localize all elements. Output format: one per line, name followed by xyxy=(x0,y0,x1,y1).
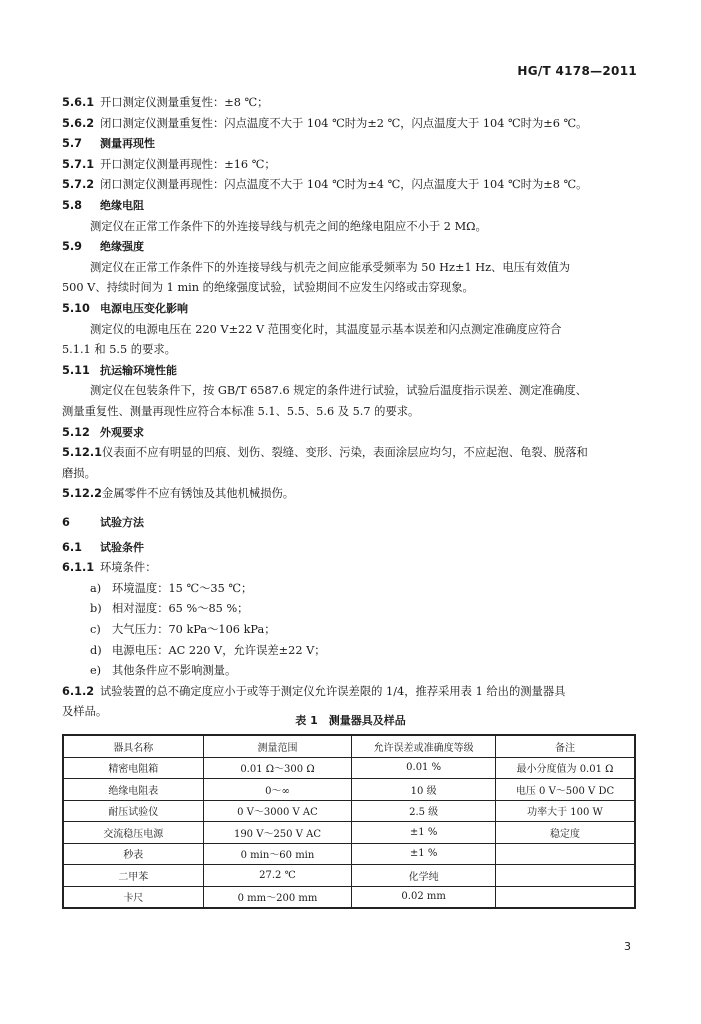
clause-number: 5.7.2 xyxy=(62,178,95,192)
clause-number: 6.1 xyxy=(62,540,83,554)
table-cell: 10 级 xyxy=(352,779,496,801)
heading-text: 抗运输环境性能 xyxy=(100,363,177,377)
table-cell: 交流稳压电源 xyxy=(63,822,203,844)
measurement-instruments-table xyxy=(62,734,636,909)
line-text: 开口测定仪测量重复性：±8 ℃； xyxy=(100,96,269,109)
section-heading xyxy=(62,133,642,155)
line-text: 大气压力：70 kPa～106 kPa； xyxy=(112,623,276,636)
paragraph-line xyxy=(62,463,642,485)
section-heading xyxy=(62,298,642,320)
paragraph-line xyxy=(90,598,670,620)
paragraph-line xyxy=(62,154,642,176)
table-cell: 0～∞ xyxy=(203,779,352,801)
table-row xyxy=(63,779,635,801)
table-cell: 最小分度值为 0.01 Ω xyxy=(495,757,635,779)
paragraph-line xyxy=(62,339,642,361)
line-text: 测定仪的电源电压在 220 V±22 V 范围变化时，其温度显示基本误差和闪点测定准确度应符合 xyxy=(90,322,562,336)
clause-number: 5.6.1 xyxy=(62,96,95,109)
table-caption: 表 1 测量器具及样品 xyxy=(295,714,406,727)
line-text: 测定仪在正常工作条件下的外连接导线与机壳之间应能承受频率为 50 Hz±1 Hz、电压有效值为 xyxy=(90,260,571,274)
table-cell: 二甲苯 xyxy=(63,865,203,887)
page-number: 3 xyxy=(624,940,631,953)
paragraph-line xyxy=(62,557,642,579)
paragraph-line xyxy=(90,640,670,662)
table-row xyxy=(63,822,635,844)
heading-text: 电源电压变化影响 xyxy=(100,302,188,315)
section-heading xyxy=(62,537,642,559)
table-cell: 0 min～60 min xyxy=(203,843,352,865)
table-row xyxy=(63,843,635,865)
table-cell: 0.02 mm xyxy=(352,886,496,908)
heading-text: 外观要求 xyxy=(100,425,144,439)
table-cell: ±1 % xyxy=(352,843,496,865)
line-text: 金属零件不应有锈蚀及其他机械损伤。 xyxy=(102,487,295,501)
line-text: 仪表面不应有明显的凹痕、划伤、裂缝、变形、污染，表面涂层应均匀，不应起泡、龟裂、脱落和 xyxy=(102,446,588,460)
clause-number: 5.9 xyxy=(62,240,83,254)
line-text: 试验装置的总不确定度应小于或等于测定仪允许误差限的 1/4，推荐采用表 1 给出的测量器具 xyxy=(100,684,566,698)
table-cell: 0.01 % xyxy=(352,757,496,779)
paragraph-line xyxy=(62,442,642,464)
column-header: 允许误差或准确度等级 xyxy=(352,735,496,757)
line-text: 测定仪在包装条件下，按 GB/T 6587.6 规定的条件进行试验，试验后温度指示误差、测定准确度、 xyxy=(90,384,587,398)
column-header: 测量范围 xyxy=(203,735,352,757)
paragraph-line xyxy=(62,277,642,299)
section-heading xyxy=(62,512,642,534)
line-text: 电源电压：AC 220 V，允许误差±22 V； xyxy=(112,643,326,657)
clause-number: c) xyxy=(90,623,101,636)
column-header: 备注 xyxy=(495,735,635,757)
table-cell: 稳定度 xyxy=(495,822,635,844)
line-text: 5.1.1 和 5.5 的要求。 xyxy=(62,343,176,357)
clause-number: 6 xyxy=(62,516,70,529)
table-cell: 0 V～3000 V AC xyxy=(203,800,352,822)
table-cell: 0 mm～200 mm xyxy=(203,886,352,908)
table-cell: ±1 % xyxy=(352,822,496,844)
clause-number: d) xyxy=(90,643,102,657)
table-cell: 功率大于 100 W xyxy=(495,800,635,822)
table-cell: 化学纯 xyxy=(352,865,496,887)
paragraph-line xyxy=(62,483,642,505)
table-cell xyxy=(495,865,635,887)
clause-number: 5.12.2 xyxy=(62,487,103,501)
heading-text: 试验方法 xyxy=(100,516,144,529)
table-cell: 27.2 ℃ xyxy=(203,865,352,887)
clause-number: 6.1.1 xyxy=(62,561,95,575)
table-cell: 190 V～250 V AC xyxy=(203,822,352,844)
paragraph-line xyxy=(62,174,642,196)
table-row xyxy=(63,886,635,908)
table-cell: 2.5 级 xyxy=(352,800,496,822)
table-cell: 耐压试验仪 xyxy=(63,800,203,822)
paragraph-line xyxy=(62,113,642,135)
line-text: 相对湿度：65 %～85 %； xyxy=(112,602,249,616)
paragraph-line xyxy=(62,681,642,703)
table-row xyxy=(63,757,635,779)
line-text: 500 V、持续时间为 1 min 的绝缘强度试验，试验期间不应发生闪络或击穿现象。 xyxy=(62,281,474,295)
clause-number: b) xyxy=(90,602,102,616)
heading-text: 绝缘强度 xyxy=(100,240,144,254)
heading-text: 试验条件 xyxy=(100,540,144,554)
table-row xyxy=(63,800,635,822)
clause-number: e) xyxy=(90,664,102,678)
column-header: 器具名称 xyxy=(63,735,203,757)
clause-number: 5.6.2 xyxy=(62,116,95,130)
table-cell xyxy=(495,843,635,865)
paragraph-line xyxy=(90,619,670,641)
paragraph-line xyxy=(62,401,642,423)
clause-number: 5.11 xyxy=(62,363,90,377)
heading-text: 测量再现性 xyxy=(100,137,155,151)
table-cell: 0.01 Ω～300 Ω xyxy=(203,757,352,779)
table-cell: 绝缘电阻表 xyxy=(63,779,203,801)
section-heading xyxy=(62,236,642,258)
line-text: 闭口测定仪测量再现性：闪点温度不大于 104 ℃时为±4 ℃，闪点温度大于 104 ℃时为±8 ℃。 xyxy=(100,178,588,192)
line-text: 测定仪在正常工作条件下的外连接导线与机壳之间的绝缘电阻应不小于 2 MΩ。 xyxy=(90,219,487,233)
clause-number: 5.12.1 xyxy=(62,446,103,460)
paragraph-line xyxy=(90,257,642,279)
clause-number: a) xyxy=(90,581,102,595)
table-cell: 秒表 xyxy=(63,843,203,865)
paragraph-line xyxy=(90,380,642,402)
table-cell xyxy=(495,886,635,908)
paragraph-line xyxy=(90,216,642,238)
heading-text: 绝缘电阻 xyxy=(100,199,144,212)
section-heading xyxy=(62,195,642,217)
line-text: 测量重复性、测量再现性应符合本标准 5.1、5.5、5.6 及 5.7 的要求。 xyxy=(62,405,420,418)
line-text: 磨损。 xyxy=(62,466,96,480)
clause-number: 5.10 xyxy=(62,302,90,315)
line-text: 闭口测定仪测量重复性：闪点温度不大于 104 ℃时为±2 ℃，闪点温度大于 104 ℃时为±6 ℃。 xyxy=(100,116,588,130)
line-text: 环境温度：15 ℃～35 ℃； xyxy=(112,581,253,595)
paragraph-line xyxy=(90,319,642,341)
table-cell: 电压 0 V～500 V DC xyxy=(495,779,635,801)
clause-number: 6.1.2 xyxy=(62,684,95,698)
clause-number: 5.12 xyxy=(62,425,90,439)
section-heading xyxy=(62,422,642,444)
line-text: 环境条件： xyxy=(100,561,157,575)
table-cell: 卡尺 xyxy=(63,886,203,908)
table-body xyxy=(63,757,635,908)
section-heading xyxy=(62,360,642,382)
clause-number: 5.8 xyxy=(62,199,83,212)
line-text: 其他条件应不影响测量。 xyxy=(112,664,237,678)
table-cell: 精密电阻箱 xyxy=(63,757,203,779)
line-text: 及样品。 xyxy=(62,705,108,719)
line-text: 开口测定仪测量再现性：±16 ℃； xyxy=(100,157,276,171)
table-row xyxy=(63,865,635,887)
table-header-row xyxy=(63,735,635,757)
paragraph-line xyxy=(90,578,670,600)
paragraph-line xyxy=(62,92,642,114)
standard-code: HG/T 4178—2011 xyxy=(517,64,637,78)
clause-number: 5.7 xyxy=(62,137,83,151)
paragraph-line xyxy=(90,660,670,682)
clause-number: 5.7.1 xyxy=(62,157,95,171)
